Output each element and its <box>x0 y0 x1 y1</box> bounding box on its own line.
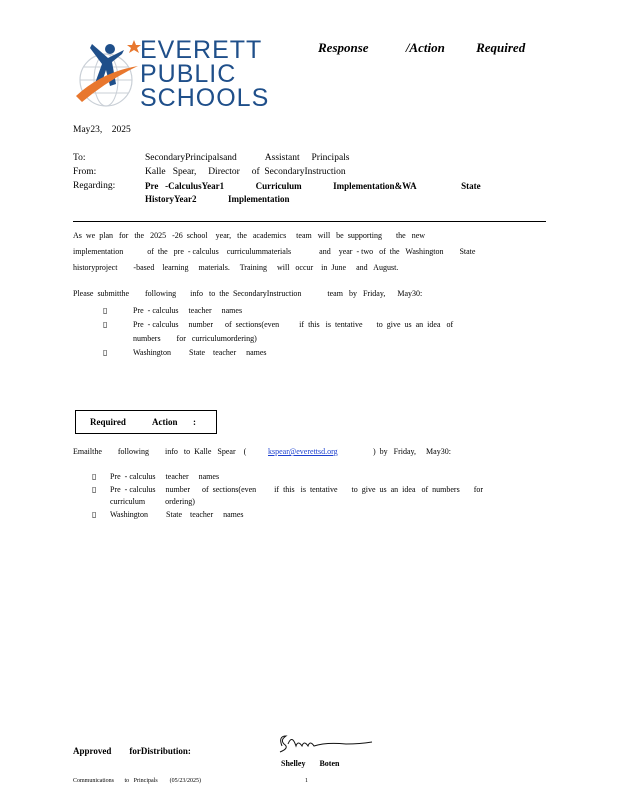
action-word: /Action <box>405 40 445 55</box>
list-item-continuation: numbers for curriculumordering) <box>133 334 257 343</box>
logo-figure-icon <box>72 36 142 110</box>
email-instruction-pre: Emailthe following info to Kalle Spear ( <box>73 447 247 456</box>
paragraph-1-line-1: As we plan for the 2025 -26 school year, the academics team will be supporting the new <box>73 231 426 240</box>
regarding-line-2: HistoryYear2 Implementation <box>145 194 290 204</box>
email-instruction-post: ) by Friday, May30: <box>373 447 451 456</box>
regarding-line-1: Pre -CalculusYear1 Curriculum Implementation&WA State <box>145 181 481 191</box>
logo-line-1: EVERETT <box>140 36 263 64</box>
regarding-label: Regarding: <box>73 181 116 191</box>
paragraph-2-intro: Please submitthe following info to the SecondaryInstruction team by Friday, May30: <box>73 289 423 298</box>
email-link[interactable]: kspear@everettsd.org <box>268 447 338 456</box>
list-item: Pre - calculus teacher names <box>133 306 243 315</box>
memo-date: May23, 2025 <box>73 125 131 135</box>
list-item: Washington State teacher names <box>133 348 267 357</box>
required-action-label-2: Action <box>152 417 178 427</box>
bullet-icon: ▯ <box>103 320 108 329</box>
signature-icon <box>276 732 376 756</box>
bullet-icon: ▯ <box>92 472 97 481</box>
list-item: Pre - calculus number of sections(even if this is tentative to give us an idea of <box>133 320 454 329</box>
response-word: Response <box>318 40 369 55</box>
response-required-heading <box>318 40 525 56</box>
list-item-continuation: curriculum ordering) <box>110 497 195 506</box>
signer-name: Shelley Boten <box>281 759 340 768</box>
footer-left-text: Communications to Principals (05/23/2025) <box>73 778 201 784</box>
list-item: Pre - calculus teacher names <box>110 472 220 481</box>
paragraph-1-line-2: implementation of the pre - calculus curriculummaterials and year - two of the Washington State <box>73 247 476 256</box>
from-value: Kalle Spear, Director of SecondaryInstruction <box>145 167 346 177</box>
page-number: 1 <box>305 778 308 784</box>
required-action-label-3: : <box>193 417 196 427</box>
bullet-icon: ▯ <box>103 348 108 357</box>
bullet-icon: ▯ <box>103 306 108 315</box>
approved-for-distribution: Approved forDistribution: <box>73 746 191 756</box>
signature-image <box>276 732 376 761</box>
bullet-icon: ▯ <box>92 510 97 519</box>
logo-wordmark <box>140 38 269 110</box>
logo-line-3: SCHOOLS <box>140 84 270 112</box>
paragraph-1-line-3: historyproject -based learning materials. Training will occur in June and August. <box>73 263 399 272</box>
bullet-icon: ▯ <box>92 485 97 494</box>
list-item: Washington State teacher names <box>110 510 244 519</box>
divider-line <box>73 221 546 222</box>
required-action-label-1: Required <box>90 417 126 427</box>
to-label: To: <box>73 153 86 163</box>
from-label: From: <box>73 167 97 177</box>
to-value: SecondaryPrincipalsand Assistant Principals <box>145 153 350 163</box>
required-word: Required <box>476 40 526 55</box>
list-item: Pre - calculus number of sections(even if this is tentative to give us an idea of numbers for <box>110 485 484 494</box>
logo-line-2: PUBLIC <box>140 60 237 88</box>
